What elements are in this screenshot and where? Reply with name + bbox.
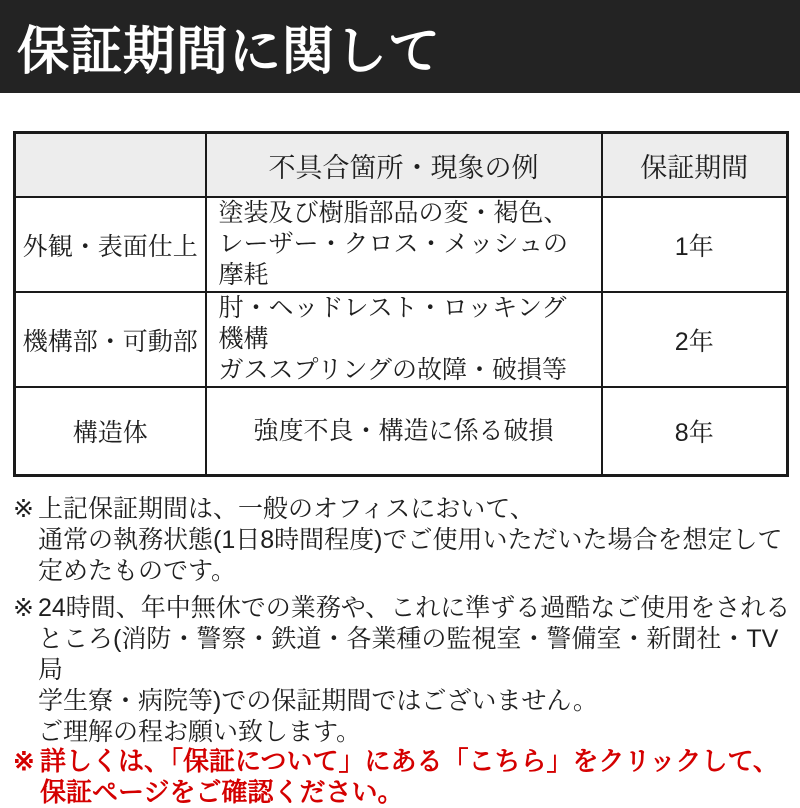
heavy-use-exclusion-note <box>13 593 793 748</box>
category-cell: 機構部・可動部 <box>15 292 206 387</box>
notes-section <box>13 494 793 808</box>
warranty-page-link-note <box>13 746 793 808</box>
table-row-structure <box>15 387 788 476</box>
examples-cell: 強度不良・構造に係る破損 <box>206 387 602 476</box>
title-banner <box>0 0 800 93</box>
note-text: 24時間、年中無休での業務や、これに準ずる過酷なご使用をされる ところ(消防・警察・鉄道・各業種の監視室・警備室・新聞社・TV局 学生寮・病院等)での保証期間ではございません。 ご理解の程お願い致します。 <box>38 594 791 746</box>
header-cell-period: 保証期間 <box>602 133 788 198</box>
table-header-row <box>15 133 788 198</box>
category-cell: 外観・表面仕上 <box>15 197 206 292</box>
note-marker: ※ <box>13 594 34 622</box>
note-text: 上記保証期間は、一般のオフィスにおいて、 通常の執務状態(1日8時間程度)でご使用いただいた場合を想定して 定めたものです。 <box>38 495 783 585</box>
usage-assumption-note <box>13 494 793 587</box>
period-cell: 2年 <box>602 292 788 387</box>
alert-note-text: 詳しくは、「保証について」にある「こちら」をクリックして、 保証ページをご確認ください。 <box>40 746 779 807</box>
period-cell: 1年 <box>602 197 788 292</box>
note-marker: ※ <box>13 495 34 523</box>
category-cell: 構造体 <box>15 387 206 476</box>
examples-cell: 肘・ヘッドレスト・ロッキング機構 ガススプリングの故障・破損等 <box>206 292 602 387</box>
period-cell: 8年 <box>602 387 788 476</box>
warranty-table <box>13 131 789 477</box>
examples-cell: 塗装及び樹脂部品の変・褐色、 レーザー・クロス・メッシュの摩耗 <box>206 197 602 292</box>
page-title: 保証期間に関して <box>17 23 442 81</box>
header-cell-examples: 不具合箇所・現象の例 <box>206 133 602 198</box>
table-row-exterior <box>15 197 788 292</box>
note-marker: ※ <box>13 746 35 776</box>
header-cell-blank <box>15 133 206 198</box>
table-row-mechanism <box>15 292 788 387</box>
